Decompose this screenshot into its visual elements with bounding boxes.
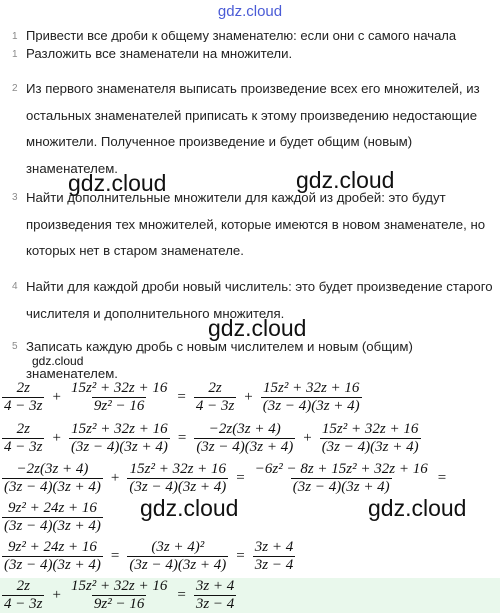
fraction xyxy=(2,578,44,613)
fraction-denominator: 9z² − 16 xyxy=(93,398,145,414)
fraction-denominator: 3z − 4 xyxy=(254,557,294,573)
equation-line-1 xyxy=(0,380,364,415)
step-number: 4 xyxy=(12,281,18,292)
math-operator: = xyxy=(177,587,186,603)
fraction-numerator: 15z² + 32z + 16 xyxy=(70,578,168,594)
cut-off-line: 1 Привести все дроби к общему знаменателю: если они с самого начала xyxy=(12,31,457,42)
math-operator: + xyxy=(52,430,61,446)
fraction-numerator: 2z xyxy=(16,380,30,396)
fraction xyxy=(320,421,421,456)
fraction-numerator: (3z + 4)² xyxy=(151,539,205,555)
fraction-numerator: 2z xyxy=(208,380,222,396)
site-logo[interactable]: gdz.cloud xyxy=(217,3,283,20)
fraction-denominator: (3z − 4)(3z + 4) xyxy=(292,479,390,495)
fraction-denominator: 4 − 3z xyxy=(4,398,43,414)
step-text: Записать каждую дробь с новым числителем и новым (общим) знаменателем. xyxy=(26,339,413,381)
fraction-numerator: 15z² + 32z + 16 xyxy=(321,421,419,437)
fraction xyxy=(2,421,44,456)
step-number: 2 xyxy=(12,83,18,94)
fraction xyxy=(69,578,169,613)
fraction xyxy=(127,539,228,574)
fraction-denominator: (3z − 4)(3z + 4) xyxy=(4,557,101,573)
fraction-denominator: (3z − 4)(3z + 4) xyxy=(129,479,227,495)
fraction-numerator: 2z xyxy=(16,421,30,437)
step-number: 1 xyxy=(12,49,18,60)
math-operator: = xyxy=(177,389,186,405)
fraction-numerator: −6z² − 8z + 15z² + 32z + 16 xyxy=(254,461,428,477)
fraction-numerator: 15z² + 32z + 16 xyxy=(71,421,168,437)
fraction-numerator: 3z + 4 xyxy=(254,539,294,555)
fraction-denominator: 3z − 4 xyxy=(195,596,235,612)
fraction-denominator: 9z² − 16 xyxy=(93,596,145,612)
fraction-numerator: 15z² + 32z + 16 xyxy=(129,461,227,477)
watermark: gdz.cloud xyxy=(140,495,239,521)
fraction-denominator: (3z − 4)(3z + 4) xyxy=(196,439,294,455)
fraction-denominator: 4 − 3z xyxy=(195,398,235,414)
fraction-numerator: 2z xyxy=(16,578,30,594)
fraction xyxy=(194,380,236,415)
fraction xyxy=(194,421,295,456)
equation-line-2 xyxy=(0,421,423,456)
equation-line-4 xyxy=(0,500,105,535)
watermark: gdz.cloud xyxy=(296,167,395,193)
fraction xyxy=(2,539,103,574)
math-operator: + xyxy=(110,470,120,486)
fraction-numerator: −2z(3z + 4) xyxy=(208,421,281,437)
watermark-small: gdz.cloud xyxy=(32,354,84,368)
fraction xyxy=(2,380,44,415)
fraction xyxy=(253,461,430,496)
math-operator: = xyxy=(236,470,245,486)
fraction-numerator: 15z² + 32z + 16 xyxy=(263,380,360,396)
fraction xyxy=(194,578,236,613)
math-operator: = xyxy=(177,430,187,446)
fraction-denominator: 4 − 3z xyxy=(4,596,43,612)
fraction xyxy=(261,380,362,415)
fraction-denominator: (3z − 4)(3z + 4) xyxy=(70,439,168,455)
step-number: 3 xyxy=(12,192,18,203)
fraction-denominator: 4 − 3z xyxy=(4,439,43,455)
fraction-denominator: (3z − 4)(3z + 4) xyxy=(129,557,227,573)
fraction-denominator: (3z − 4)(3z + 4) xyxy=(262,398,360,414)
step-text: Найти для каждой дроби новый числитель: это будет произведение старого числителя и дополнительного множителя. xyxy=(26,279,493,321)
fraction xyxy=(69,421,170,456)
watermark: gdz.cloud xyxy=(368,495,467,521)
step-text: Из первого знаменателя выписать произведение всех его множителей, из остальных знаменателей приписать к этому произведению недостающие множители. Полученное произведение и будет общим (новым) знаменателем. xyxy=(26,81,480,176)
fraction-numerator: 9z² + 24z + 16 xyxy=(7,500,97,516)
math-operator: + xyxy=(52,389,61,405)
fraction-numerator: 3z + 4 xyxy=(195,578,235,594)
step-text: Разложить все знаменатели на множители. xyxy=(26,46,293,61)
equation-line-5 xyxy=(0,539,297,574)
step-text: Найти дополнительные множители для каждой из дробей: это будут произведения тех множителей, которые имеются в новом знаменателе, но которых нет в старом знаменателе. xyxy=(26,190,486,258)
watermark: gdz.cloud xyxy=(208,315,307,341)
step-number: 5 xyxy=(12,341,18,352)
fraction xyxy=(2,500,103,535)
fraction xyxy=(2,461,103,496)
math-operator: = xyxy=(236,548,245,564)
fraction xyxy=(127,461,228,496)
fraction-denominator: (3z − 4)(3z + 4) xyxy=(321,439,419,455)
fraction xyxy=(69,380,169,415)
fraction-numerator: 15z² + 32z + 16 xyxy=(70,380,168,396)
equation-result xyxy=(0,578,238,613)
math-operator: + xyxy=(303,430,312,446)
equation-line-3 xyxy=(0,461,452,496)
watermark: gdz.cloud xyxy=(68,170,167,196)
math-operator: + xyxy=(52,587,61,603)
fraction-denominator: (3z − 4)(3z + 4) xyxy=(4,518,101,534)
math-operator: = xyxy=(110,548,120,564)
fraction-numerator: 9z² + 24z + 16 xyxy=(7,539,97,555)
math-operator: + xyxy=(244,389,253,405)
fraction xyxy=(253,539,295,574)
math-operator: = xyxy=(437,470,447,486)
fraction-denominator: (3z − 4)(3z + 4) xyxy=(4,479,101,495)
fraction-numerator: −2z(3z + 4) xyxy=(16,461,89,477)
